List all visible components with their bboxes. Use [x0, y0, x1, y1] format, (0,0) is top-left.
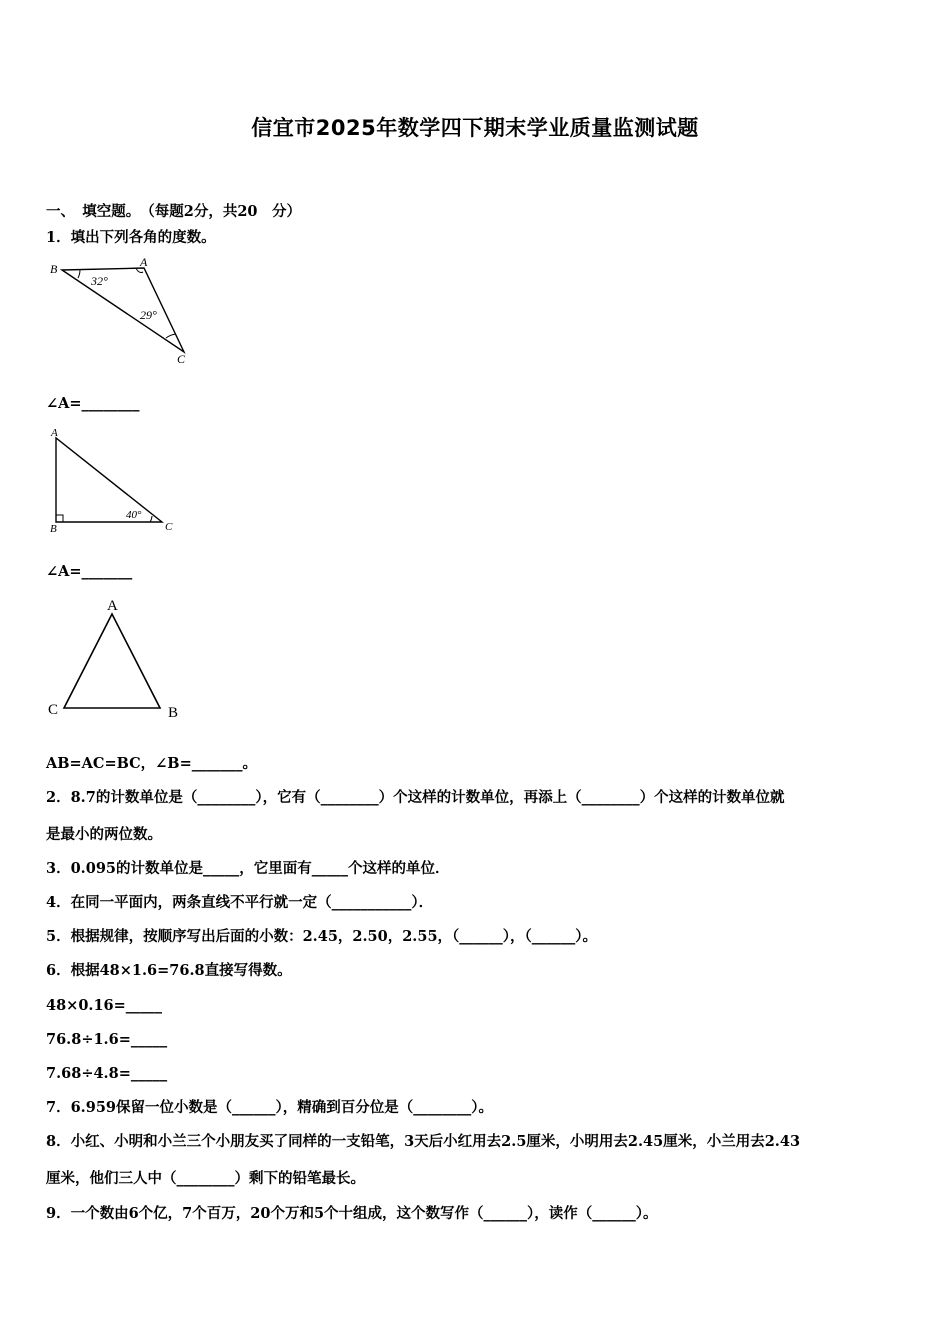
q8-line-1: 8．小红、小明和小兰三个小朋友买了同样的一支铅笔，3天后小红用去2.5厘米，小明用去2.45厘米，小兰用去2.43: [46, 1133, 801, 1150]
q2-line-1: 2．8.7的计数单位是（________），它有（________）个这样的计数单位，再添上（________）个这样的计数单位就: [46, 789, 785, 806]
fig1-label-a: A: [140, 255, 148, 269]
triangle-figure-3: [46, 592, 196, 726]
fig2-label-c: C: [165, 521, 173, 533]
q6-stem: 6．根据48×1.6=76.8直接写得数。: [46, 962, 292, 979]
q5: 5．根据规律，按顺序写出后面的小数：2.45，2.50，2.55，（______），（______）。: [46, 928, 598, 945]
fig2-label-b: B: [50, 523, 57, 535]
section-header: 一、 填空题。 （每题2分，共20 分）: [46, 203, 302, 220]
q6-item-2: 76.8÷1.6=_____: [46, 1031, 168, 1048]
right-angle-mark: [56, 515, 63, 522]
fig3-label-b: B: [168, 705, 179, 721]
fig1-angle-b: 32°: [91, 274, 108, 288]
fig3-label-c: C: [48, 702, 59, 718]
page-title: 信宜市2025年数学四下期末学业质量监测试题: [251, 116, 699, 140]
q6-item-3: 7.68÷4.8=_____: [46, 1065, 168, 1082]
q1-answer-3: AB=AC=BC，∠B=_______。: [46, 755, 257, 772]
q8-line-2: 厘米，他们三人中（________）剩下的铅笔最长。: [46, 1170, 365, 1187]
q7: 7．6.959保留一位小数是（______），精确到百分位是（________）。: [46, 1099, 493, 1116]
q1-answer-2: ∠A=_______: [46, 563, 133, 580]
triangle-2-shape: [56, 438, 162, 522]
fig1-angle-c: 29°: [140, 308, 157, 322]
q2-line-2: 是最小的两位数。: [46, 826, 162, 843]
q9: 9．一个数由6个亿，7个百万，20个万和5个十组成，这个数写作（______），读作（______）。: [46, 1205, 658, 1222]
q1-answer-1: ∠A=________: [46, 395, 140, 412]
q6-item-1: 48×0.16=_____: [46, 997, 163, 1014]
q3: 3．0.095的计数单位是_____，它里面有_____个这样的单位．: [46, 860, 450, 877]
angle-b-arc: [78, 270, 80, 278]
triangle-figure-2: [46, 424, 186, 536]
q1-stem: 1．填出下列各角的度数。: [46, 229, 216, 246]
fig1-label-c: C: [177, 352, 186, 366]
triangle-3-shape: [64, 614, 160, 708]
fig2-angle-c: 40°: [126, 509, 142, 521]
fig2-label-a: A: [51, 427, 58, 439]
q4: 4．在同一平面内，两条直线不平行就一定（___________）．: [46, 894, 434, 911]
triangle-1-shape: [62, 268, 184, 352]
angle-c-arc: [166, 334, 176, 338]
angle-c-arc-2: [150, 516, 152, 522]
triangle-figure-1: [46, 256, 206, 368]
fig1-label-b: B: [50, 262, 58, 276]
fig3-label-a: A: [107, 598, 118, 614]
